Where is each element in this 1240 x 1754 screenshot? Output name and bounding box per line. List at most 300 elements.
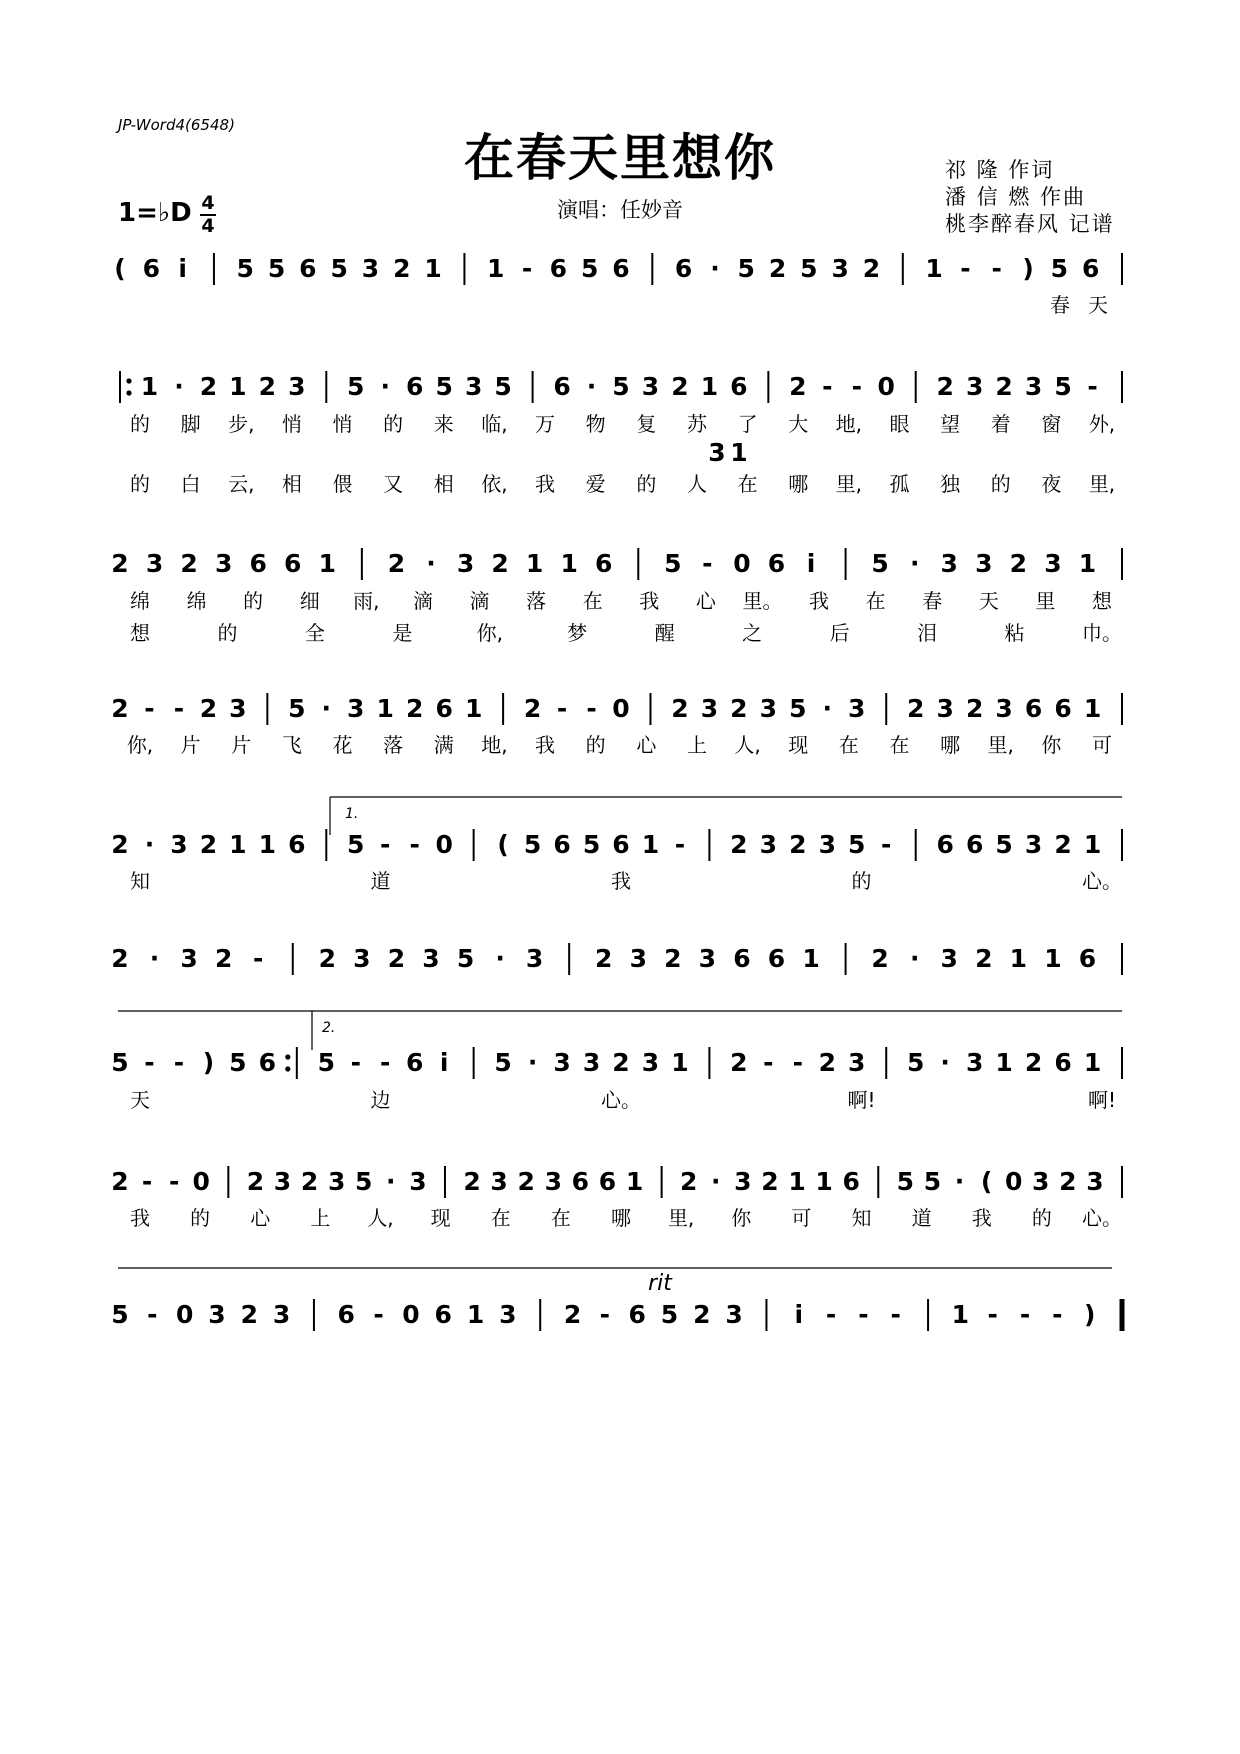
jianpu-note: 2 bbox=[768, 254, 787, 283]
lyric-syllable: 心。 bbox=[1082, 1206, 1122, 1230]
jianpu-note: - bbox=[1052, 1300, 1063, 1329]
lyric-syllable: 泪 bbox=[917, 621, 938, 645]
lyric-syllable: 落 bbox=[383, 733, 404, 757]
jianpu-note: 2 bbox=[111, 944, 129, 973]
jianpu-note: 3 bbox=[525, 944, 544, 973]
lyric-syllable: 步, bbox=[228, 412, 255, 436]
lyric-syllable: 在 bbox=[838, 733, 859, 757]
lyric-syllable: 独 bbox=[940, 472, 961, 496]
lyric-syllable: 在 bbox=[582, 589, 603, 613]
lyric-syllable: 我 bbox=[971, 1206, 992, 1230]
jianpu-note: 5 bbox=[848, 830, 866, 859]
lyric-syllable: 我 bbox=[639, 589, 660, 613]
jianpu-note: 5 bbox=[896, 1167, 915, 1196]
jianpu-note: 2 bbox=[965, 694, 984, 723]
jianpu-note: 6 bbox=[553, 372, 571, 401]
lyric-syllable: 在 bbox=[737, 472, 758, 496]
jianpu-note: 6 bbox=[1054, 694, 1072, 723]
jianpu-note: 1 bbox=[1083, 694, 1102, 723]
jianpu-note: 2 bbox=[595, 944, 613, 973]
jianpu-note: 5 bbox=[871, 549, 889, 578]
jianpu-note: 5 bbox=[800, 254, 818, 283]
jianpu-note: - bbox=[168, 1167, 180, 1196]
jianpu-note: i bbox=[794, 1300, 804, 1329]
lyric-syllable: 天 bbox=[978, 589, 999, 613]
lyric-syllable: 你 bbox=[1041, 733, 1062, 757]
lyric-syllable: 的 bbox=[636, 472, 657, 496]
jianpu-note: 5 bbox=[494, 372, 512, 401]
lyric-syllable: 里 bbox=[1035, 589, 1056, 613]
lyric-syllable: 的 bbox=[383, 412, 404, 436]
lyric-syllable: 万 bbox=[535, 412, 556, 436]
jianpu-note: 5 bbox=[789, 694, 807, 723]
jianpu-note: 3 bbox=[208, 1300, 226, 1329]
jianpu-note: 1 bbox=[1009, 944, 1028, 973]
jianpu-note: - bbox=[521, 254, 533, 283]
jianpu-note: 2 bbox=[1054, 830, 1072, 859]
jianpu-note: - bbox=[253, 944, 264, 973]
jianpu-note: - bbox=[556, 694, 568, 723]
lyric-syllable: 又 bbox=[383, 472, 404, 496]
lyric-syllable: 爱 bbox=[585, 472, 606, 496]
jianpu-note: 3 bbox=[641, 1048, 660, 1077]
jianpu-note: 1 bbox=[376, 694, 394, 723]
lyric-syllable: 想 bbox=[130, 621, 150, 645]
jianpu-note: 0 bbox=[175, 1300, 194, 1329]
lyric-syllable: 物 bbox=[585, 412, 606, 436]
jianpu-note: 2 bbox=[491, 549, 509, 578]
jianpu-note: 1 bbox=[925, 254, 943, 283]
jianpu-note: 3 bbox=[975, 549, 993, 578]
jianpu-note: 5 bbox=[435, 372, 453, 401]
lyric-syllable: 地, bbox=[835, 412, 863, 436]
lyric-syllable: 满 bbox=[433, 733, 454, 757]
lyric-syllable: 的 bbox=[130, 412, 150, 436]
jianpu-note: 5 bbox=[111, 1300, 129, 1329]
lyric-syllable: 是 bbox=[392, 621, 413, 645]
jianpu-note: 0 bbox=[612, 694, 630, 723]
jianpu-note: 2 bbox=[975, 944, 993, 973]
jianpu-note: 6 bbox=[284, 549, 302, 578]
barline bbox=[285, 1047, 297, 1079]
lyric-syllable: 在 bbox=[490, 1206, 511, 1230]
jianpu-note: 3 bbox=[965, 1048, 984, 1077]
jianpu-note: 2 bbox=[111, 694, 129, 723]
jianpu-note: 1 bbox=[258, 830, 277, 859]
lyric-syllable: 后 bbox=[829, 621, 850, 645]
jianpu-note: 0 bbox=[733, 549, 751, 578]
jianpu-note: 2 bbox=[393, 254, 411, 283]
jianpu-note: 2 bbox=[995, 372, 1013, 401]
jianpu-note: 5 bbox=[907, 1048, 925, 1077]
jianpu-note: · bbox=[954, 1167, 965, 1196]
jianpu-note: 5 bbox=[923, 1167, 942, 1196]
jianpu-note: 5 bbox=[582, 830, 601, 859]
lyric-syllable: 的 bbox=[1031, 1206, 1052, 1230]
jianpu-note: 5 bbox=[355, 1167, 373, 1196]
lyric-syllable: 我 bbox=[535, 733, 556, 757]
jianpu-note: 3 bbox=[698, 944, 717, 973]
jianpu-note: 1 bbox=[424, 254, 442, 283]
jianpu-note: 3 bbox=[1032, 1167, 1050, 1196]
jianpu-note: 2 bbox=[862, 254, 881, 283]
jianpu-note: 2 bbox=[730, 694, 748, 723]
time-signature-bottom: 4 bbox=[201, 215, 215, 237]
jianpu-note: 2 bbox=[111, 830, 129, 859]
jianpu-note: 2 bbox=[258, 372, 277, 401]
lyric-syllable: 心 bbox=[250, 1206, 271, 1230]
jianpu-note: 2 bbox=[406, 694, 424, 723]
lyric-syllable: 我 bbox=[130, 1206, 150, 1230]
jianpu-note: 6 bbox=[434, 1300, 452, 1329]
jianpu-note: 2 bbox=[1059, 1167, 1077, 1196]
lyric-syllable: 心。 bbox=[601, 1088, 641, 1112]
jianpu-note: 2 bbox=[214, 944, 233, 973]
key-signature: 1=♭D bbox=[118, 198, 192, 228]
jianpu-note: - bbox=[822, 372, 833, 401]
software-label: JP-Word4(6548) bbox=[118, 116, 235, 134]
lyric-syllable: 地, bbox=[481, 733, 508, 757]
jianpu-note: 6 bbox=[435, 694, 453, 723]
jianpu-note: - bbox=[599, 1300, 611, 1329]
lyric-syllable: 了 bbox=[737, 412, 758, 436]
jianpu-note: 6 bbox=[628, 1300, 646, 1329]
lyric-syllable: 望 bbox=[940, 412, 961, 436]
jianpu-note: 5 bbox=[737, 254, 755, 283]
jianpu-note: - bbox=[173, 694, 185, 723]
jianpu-note: 3 bbox=[422, 944, 440, 973]
jianpu-note: · bbox=[174, 372, 184, 401]
lyric-syllable: 片 bbox=[180, 733, 201, 757]
lyric-syllable: 着 bbox=[990, 412, 1011, 436]
jianpu-note: 6 bbox=[767, 944, 786, 973]
jianpu-note: · bbox=[940, 1048, 950, 1077]
jianpu-note: 2 bbox=[871, 944, 889, 973]
lyric-syllable: 道 bbox=[911, 1206, 932, 1230]
jianpu-note: - bbox=[702, 549, 713, 578]
jianpu-note: 6 bbox=[553, 830, 571, 859]
jianpu-note: - bbox=[1087, 372, 1098, 401]
jianpu-note: 1 bbox=[1083, 830, 1102, 859]
lyric-syllable: 偎 bbox=[332, 472, 353, 496]
jianpu-note: - bbox=[825, 1300, 837, 1329]
jianpu-note: 6 bbox=[299, 254, 317, 283]
jianpu-note: 2 bbox=[1024, 1048, 1043, 1077]
jianpu-note: · bbox=[321, 694, 332, 723]
lyric-syllable: 里, bbox=[667, 1206, 695, 1230]
jianpu-note: 6 bbox=[674, 254, 693, 283]
lyric-syllable: 的 bbox=[585, 733, 606, 757]
jianpu-note: 3 bbox=[361, 254, 380, 283]
lyric-syllable: 花 bbox=[332, 733, 353, 757]
jianpu-note: 3 bbox=[170, 830, 188, 859]
jianpu-note: - bbox=[991, 254, 1002, 283]
jianpu-note: 3 bbox=[936, 694, 954, 723]
jianpu-note: 1 bbox=[1044, 944, 1062, 973]
singer-credit: 演唱：任妙音 bbox=[557, 198, 683, 222]
jianpu-note: 6 bbox=[249, 549, 267, 578]
jianpu-note: 5 bbox=[523, 830, 542, 859]
jianpu-note: 2 bbox=[387, 549, 406, 578]
jianpu-note: 1 bbox=[560, 549, 578, 578]
jianpu-note: - bbox=[890, 1300, 901, 1329]
jianpu-note: 3 bbox=[456, 549, 475, 578]
jianpu-note: · bbox=[495, 944, 505, 973]
lyric-syllable: 临, bbox=[481, 412, 508, 436]
lyric-syllable: 知 bbox=[130, 869, 150, 893]
jianpu-note: 3 bbox=[641, 372, 660, 401]
jianpu-note: 3 bbox=[759, 830, 778, 859]
jianpu-note: - bbox=[373, 1300, 384, 1329]
lyric-syllable: 里。 bbox=[742, 589, 783, 613]
lyric-syllable: 雨, bbox=[353, 589, 380, 613]
lyric-syllable: 片 bbox=[231, 733, 252, 757]
jianpu-note: 2 bbox=[199, 830, 218, 859]
alternate-note: 3 bbox=[708, 438, 726, 467]
jianpu-note: ( bbox=[114, 254, 126, 283]
jianpu-note: 2 bbox=[523, 694, 542, 723]
jianpu-note: 6 bbox=[612, 254, 630, 283]
lyric-syllable: 上 bbox=[310, 1206, 331, 1230]
jianpu-note: ) bbox=[1083, 1300, 1096, 1329]
lyric-syllable: 大 bbox=[788, 412, 809, 436]
lyric-syllable: 现 bbox=[788, 733, 809, 757]
jianpu-note: 1 bbox=[671, 1048, 689, 1077]
lyric-syllable: 落 bbox=[526, 589, 547, 613]
jianpu-note: ( bbox=[980, 1167, 993, 1196]
lyric-syllable: 外, bbox=[1088, 412, 1116, 436]
jianpu-note: 0 bbox=[192, 1167, 210, 1196]
jianpu-note: - bbox=[792, 1048, 804, 1077]
jianpu-note: 1 bbox=[466, 1300, 485, 1329]
jianpu-note: 6 bbox=[595, 549, 613, 578]
jianpu-note: 6 bbox=[767, 549, 786, 578]
jianpu-note: 3 bbox=[490, 1167, 508, 1196]
jianpu-note: - bbox=[674, 830, 686, 859]
alternate-note: 1 bbox=[730, 438, 748, 467]
lyric-syllable: 我 bbox=[611, 869, 631, 893]
jianpu-note: 3 bbox=[1044, 549, 1062, 578]
jianpu-note: · bbox=[710, 254, 720, 283]
lyric-syllable: 心 bbox=[636, 733, 657, 757]
jianpu-note: 2 bbox=[563, 1300, 582, 1329]
jianpu-note: 0 bbox=[1004, 1167, 1023, 1196]
jianpu-note: 2 bbox=[318, 944, 337, 973]
jianpu-note: 6 bbox=[1024, 694, 1043, 723]
lyric-syllable: 里, bbox=[987, 733, 1014, 757]
jianpu-note: 2 bbox=[936, 372, 954, 401]
jianpu-note: · bbox=[822, 694, 833, 723]
lyric-syllable: 哪 bbox=[940, 733, 961, 757]
jianpu-note: 6 bbox=[337, 1300, 355, 1329]
jianpu-note: · bbox=[909, 944, 920, 973]
lyric-syllable: 依, bbox=[481, 472, 508, 496]
score-lyrics bbox=[127, 293, 1122, 1230]
lyric-syllable: 云, bbox=[228, 472, 255, 496]
jianpu-note: 5 bbox=[664, 549, 682, 578]
lyric-syllable: 白 bbox=[180, 472, 201, 496]
lyric-syllable: 哪 bbox=[611, 1206, 631, 1230]
jianpu-note: 6 bbox=[406, 1048, 424, 1077]
jianpu-note: 6 bbox=[733, 944, 751, 973]
jianpu-note: 2 bbox=[789, 372, 807, 401]
jianpu-note: 2 bbox=[679, 1167, 698, 1196]
jianpu-note: 6 bbox=[571, 1167, 590, 1196]
jianpu-note: 1 bbox=[464, 694, 483, 723]
jianpu-note: 3 bbox=[214, 549, 233, 578]
jianpu-note: 0 bbox=[402, 1300, 420, 1329]
volta-second: 2. bbox=[322, 1020, 336, 1036]
jianpu-note: 2 bbox=[818, 1048, 836, 1077]
jianpu-note: 2 bbox=[730, 830, 748, 859]
jianpu-note: 1 bbox=[802, 944, 820, 973]
lyric-syllable: 我 bbox=[535, 472, 556, 496]
jianpu-note: 5 bbox=[660, 1300, 679, 1329]
jianpu-note: 1 bbox=[788, 1167, 806, 1196]
jianpu-note: 5 bbox=[494, 1048, 512, 1077]
jianpu-note: 6 bbox=[598, 1167, 617, 1196]
lyric-syllable: 绵 bbox=[186, 589, 207, 613]
jianpu-note: 2 bbox=[693, 1300, 711, 1329]
jianpu-note: 3 bbox=[759, 694, 778, 723]
jianpu-note: · bbox=[711, 1167, 721, 1196]
lyric-syllable: 在 bbox=[865, 589, 886, 613]
jianpu-note: 6 bbox=[1078, 944, 1097, 973]
jianpu-note: 2 bbox=[111, 549, 129, 578]
lyric-syllable: 之 bbox=[742, 621, 763, 645]
lyric-syllable: 巾。 bbox=[1082, 621, 1122, 645]
lyric-syllable: 在 bbox=[889, 733, 910, 757]
lyric-syllable: 醒 bbox=[654, 621, 675, 645]
jianpu-note: 3 bbox=[464, 372, 483, 401]
lyric-syllable: 脚 bbox=[180, 412, 201, 436]
jianpu-note: 6 bbox=[612, 830, 630, 859]
jianpu-note: - bbox=[144, 1048, 155, 1077]
lyric-syllable: 可 bbox=[1092, 733, 1112, 757]
time-signature-top: 4 bbox=[201, 192, 215, 214]
jianpu-note: 5 bbox=[330, 254, 348, 283]
lyric-syllable: 上 bbox=[686, 733, 707, 757]
jianpu-note: ) bbox=[202, 1048, 215, 1077]
jianpu-note: 2 bbox=[240, 1300, 258, 1329]
jianpu-note: ( bbox=[497, 830, 509, 859]
jianpu-note: - bbox=[409, 830, 420, 859]
jianpu-note: 2 bbox=[664, 944, 682, 973]
jianpu-note: 3 bbox=[1024, 372, 1043, 401]
barline bbox=[120, 371, 132, 403]
jianpu-note: - bbox=[173, 1048, 185, 1077]
jianpu-note: 3 bbox=[1086, 1167, 1104, 1196]
lyric-syllable: 道 bbox=[370, 869, 391, 893]
jianpu-note: 2 bbox=[387, 944, 406, 973]
jianpu-note: 3 bbox=[273, 1167, 292, 1196]
jianpu-note: 2 bbox=[199, 694, 218, 723]
jianpu-note: 3 bbox=[700, 694, 719, 723]
lyric-syllable: 哪 bbox=[788, 472, 809, 496]
volta-first: 1. bbox=[345, 806, 359, 822]
lyric-syllable: 来 bbox=[433, 412, 454, 436]
jianpu-note: 3 bbox=[145, 549, 164, 578]
tempo-marking: rit bbox=[648, 1271, 672, 1296]
jianpu-note: 2 bbox=[789, 830, 807, 859]
jianpu-note: - bbox=[380, 1048, 391, 1077]
lyric-syllable: 知 bbox=[851, 1206, 872, 1230]
jianpu-note: i bbox=[439, 1048, 449, 1077]
lyricist-credit: 祁 隆 作词 bbox=[945, 158, 1055, 182]
jianpu-note: 1 bbox=[641, 830, 660, 859]
lyric-syllable: 相 bbox=[281, 472, 302, 496]
jianpu-note: 2 bbox=[730, 1048, 748, 1077]
jianpu-note: 1 bbox=[700, 372, 719, 401]
lyric-syllable: 飞 bbox=[281, 733, 302, 757]
jianpu-note: 1 bbox=[951, 1300, 970, 1329]
lyric-syllable: 全 bbox=[304, 621, 325, 645]
jianpu-note: - bbox=[350, 1048, 361, 1077]
lyric-syllable: 你 bbox=[731, 1206, 752, 1230]
jianpu-note: i bbox=[806, 549, 816, 578]
jianpu-note: 6 bbox=[142, 254, 161, 283]
jianpu-note: · bbox=[386, 1167, 396, 1196]
song-title: 在春天里想你 bbox=[464, 128, 776, 187]
lyric-syllable: 绵 bbox=[130, 589, 150, 613]
jianpu-note: 6 bbox=[549, 254, 568, 283]
jianpu-note: 5 bbox=[347, 372, 365, 401]
jianpu-note: 2 bbox=[463, 1167, 481, 1196]
jianpu-note: 1 bbox=[815, 1167, 833, 1196]
jianpu-note: 3 bbox=[995, 694, 1013, 723]
jianpu-note: 3 bbox=[940, 944, 958, 973]
lyric-syllable: 天 bbox=[130, 1088, 150, 1112]
lyric-syllable: 可 bbox=[791, 1206, 812, 1230]
jianpu-note: 6 bbox=[936, 830, 954, 859]
jianpu-note: 6 bbox=[1054, 1048, 1072, 1077]
lyric-syllable: 里, bbox=[1088, 472, 1116, 496]
jianpu-note: 5 bbox=[1054, 372, 1072, 401]
jianpu-note: · bbox=[144, 830, 155, 859]
jianpu-note: 5 bbox=[317, 1048, 335, 1077]
jianpu-note: 5 bbox=[612, 372, 630, 401]
jianpu-note: 6 bbox=[965, 830, 984, 859]
lyric-syllable: 眼 bbox=[889, 412, 910, 436]
lyric-syllable: 的 bbox=[217, 621, 238, 645]
lyric-syllable: 窗 bbox=[1041, 412, 1062, 436]
jianpu-note: 1 bbox=[140, 372, 159, 401]
lyric-syllable: 悄 bbox=[332, 412, 353, 436]
jianpu-note: 3 bbox=[818, 830, 836, 859]
jianpu-note: - bbox=[763, 1048, 774, 1077]
jianpu-note: 1 bbox=[487, 254, 505, 283]
jianpu-note: 2 bbox=[1009, 549, 1028, 578]
jianpu-note: 2 bbox=[517, 1167, 535, 1196]
jianpu-note: 2 bbox=[761, 1167, 779, 1196]
jianpu-note: · bbox=[909, 549, 920, 578]
jianpu-note: 5 bbox=[347, 830, 365, 859]
lyric-syllable: 春 bbox=[922, 589, 943, 613]
jianpu-note: - bbox=[1019, 1300, 1031, 1329]
lyric-syllable: 啊! bbox=[847, 1088, 876, 1112]
jianpu-note: 6 bbox=[1081, 254, 1100, 283]
jianpu-note: 2 bbox=[300, 1167, 319, 1196]
lyric-syllable: 悄 bbox=[281, 412, 302, 436]
jianpu-note: 6 bbox=[842, 1167, 860, 1196]
lyric-syllable: 你, bbox=[476, 621, 503, 645]
lyric-syllable: 在 bbox=[550, 1206, 571, 1230]
jianpu-note: 3 bbox=[499, 1300, 517, 1329]
lyric-syllable: 滴 bbox=[412, 589, 433, 613]
jianpu-note: - bbox=[141, 1167, 153, 1196]
jianpu-note: 3 bbox=[553, 1048, 571, 1077]
jianpu-note: 3 bbox=[940, 549, 958, 578]
